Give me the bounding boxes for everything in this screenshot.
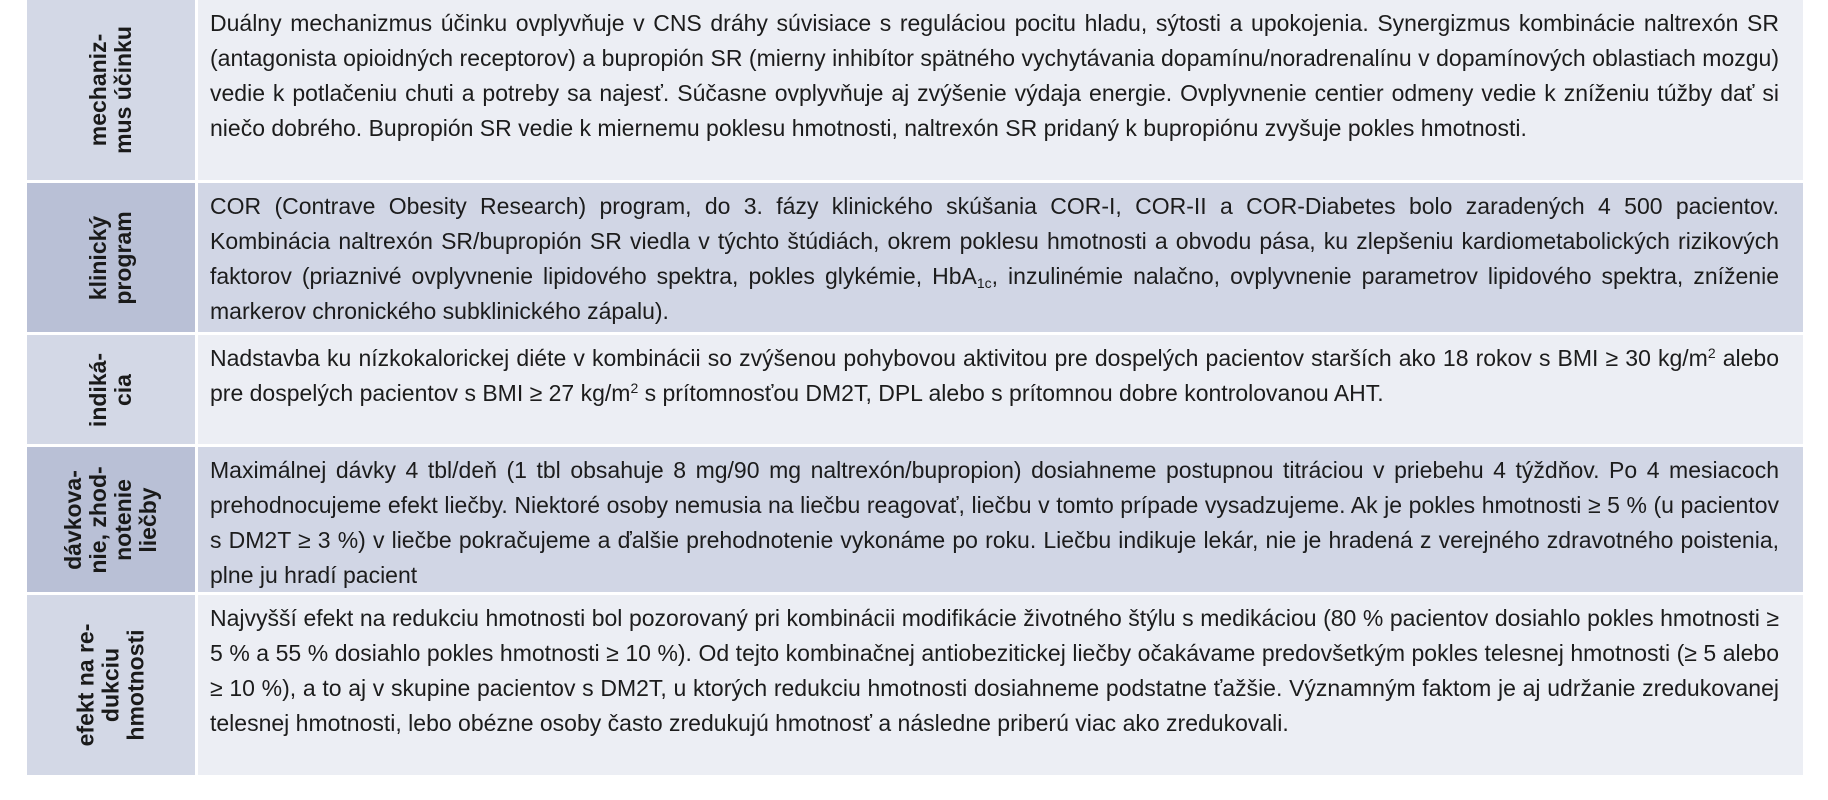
row-content-text-cont: alebo pre dospelých pacientov s BMI ≥ 27 kg/m xyxy=(210,345,1779,406)
row-header-cell xyxy=(27,0,198,180)
row-header-label: mechaniz- mus účinku xyxy=(85,26,136,154)
table-row-mechanism xyxy=(27,0,1803,183)
row-content-cell xyxy=(198,183,1803,332)
row-content-text-end: s prítomnosťou DM2T, DPL alebo s prítomnou dobre kontrolovanou AHT. xyxy=(638,380,1384,406)
row-header-cell xyxy=(27,335,198,444)
row-header-label: indiká- cia xyxy=(85,352,136,427)
m2-superscript: 2 xyxy=(1707,345,1716,361)
row-content-cell xyxy=(198,0,1803,180)
row-content-text: Nadstavba ku nízkokalorickej diéte v kombinácii so zvýšenou pohybovou aktivitou pre dospelých pacientov starších ako 18 rokov s BMI ≥ 30 kg/m xyxy=(210,345,1708,371)
table-row-clinical-program xyxy=(27,183,1803,335)
row-content-text: COR (Contrave Obesity Research) program, do 3. fázy klinického skúšania COR-I, COR-II a COR-Diabetes bolo zaradených 4 500 pacientov. Kombinácia naltrexón SR/bupropión SR viedla v týchto štúdiách, okrem poklesu hmotnosti a obvodu pása, ku zlepšeniu kardiometabolických rizikových faktorov (priaznivé ovplyvnenie lipidového spektra, pokles glykémie, HbA xyxy=(210,193,1779,289)
row-header-label: efekt na re- dukciu hmotnosti xyxy=(72,623,149,747)
m2-superscript: 2 xyxy=(630,380,639,396)
row-header-label: klinický program xyxy=(85,210,136,305)
row-content-text: Maximálnej dávky 4 tbl/deň (1 tbl obsahuje 8 mg/90 mg naltrexón/bupropion) dosiahneme postupnou titráciou v priebehu 4 týždňov. Po 4 mesiacoch prehodnocujeme efekt liečby. Niektoré osoby nemusia na liečbu reagovať, liečbu v tomto prípade vysadzujeme. Ak je pokles hmotnosti ≥ 5 % (u pacientov s DM2T ≥ 3 %) v liečbe pokračujeme a ďalšie prehodnotenie vykonáme po roku. Liečbu indikuje lekár, nie je hradená z verejného zdravotného poistenia, plne ju hradí pacient xyxy=(210,457,1779,588)
row-content-text: Duálny mechanizmus účinku ovplyvňuje v CNS dráhy súvisiace s reguláciou pocitu hladu, sýtosti a upokojenia. Synergizmus kombinácie naltrexón SR (antagonista opioidných receptorov) a bupropión SR (mierny inhibítor spätného vychytávania dopamínu/noradrenalínu v dopamínových oblastiach mozgu) vedie k potlačeniu chuti a potreby sa najesť. Súčasne ovplyvňuje aj zvýšenie výdaja energie. Ovplyvnenie centier odmeny vedie k zníženiu túžby dať si niečo dobrého. Bupropión SR vedie k miernemu poklesu hmotnosti, naltrexón SR pridaný k bupropiónu zvyšuje pokles hmotnosti. xyxy=(210,10,1779,141)
row-header-cell xyxy=(27,183,198,332)
drug-info-table xyxy=(27,0,1803,778)
row-content-cell xyxy=(198,335,1803,444)
row-header-label: dávkova- nie, zhod- notenie liečby xyxy=(60,465,161,574)
row-header-cell xyxy=(27,595,198,775)
row-content-cell xyxy=(198,595,1803,775)
row-content-text-cont: , inzulinémie nalačno, ovplyvnenie parametrov lipidového spektra, zníženie markerov chronického subklinického zápalu). xyxy=(210,263,1779,324)
row-content-text: Najvyšší efekt na redukciu hmotnosti bol pozorovaný pri kombinácii modifikácie životného štýlu s medikáciou (80 % pacientov dosiahlo pokles hmotnosti ≥ 5 % a 55 % dosiahlo pokles hmotnosti ≥ 10 %). Od tejto kombinačnej antiobezitickej liečby očakávame predovšetkým pokles telesnej hmotnosti (≥ 5 alebo ≥ 10 %), a to aj v skupine pacientov s DM2T, u ktorých redukciu hmotnosti dosiahneme podstatne ťažšie. Významným faktom je aj udržanie zredukovanej telesnej hmotnosti, lebo obézne osoby často zredukujú hmotnosť a následne priberú viac ako zredukovali. xyxy=(210,605,1779,736)
table-row-indication xyxy=(27,335,1803,447)
table-row-dosing xyxy=(27,447,1803,595)
row-content-cell xyxy=(198,447,1803,592)
table-row-effect xyxy=(27,595,1803,778)
hba1c-subscript: 1c xyxy=(976,275,992,291)
row-header-cell xyxy=(27,447,198,592)
